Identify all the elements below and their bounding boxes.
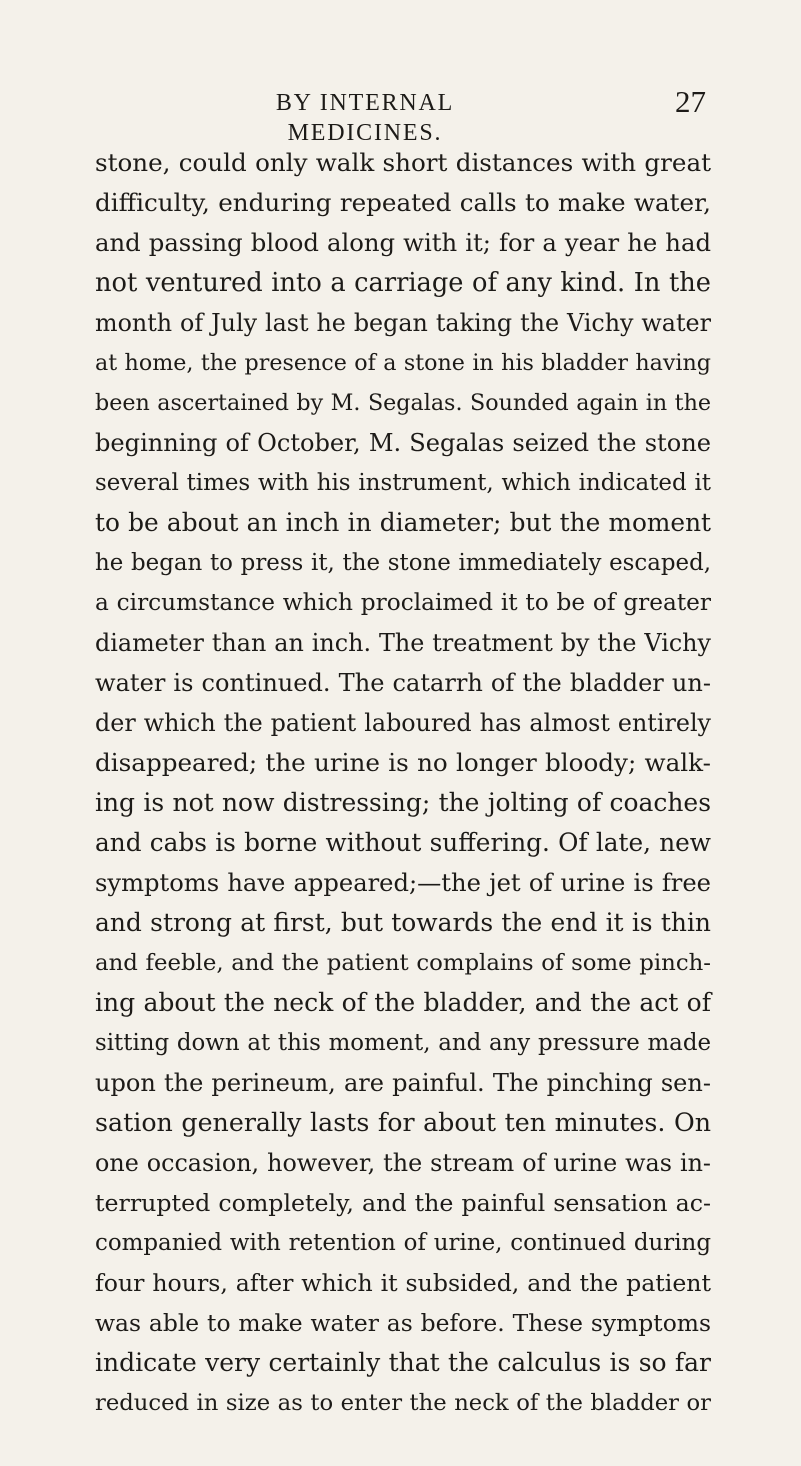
text-line: to be about an inch in diameter; but the moment (95, 508, 711, 537)
text-line: disappeared; the urine is no longer bloody; walk- (95, 748, 711, 777)
text-line: symptoms have appeared;—the jet of urine is free (95, 869, 711, 897)
page-number: 27 (675, 84, 706, 119)
text-line: stone, could only walk short distances with great (95, 148, 711, 177)
text-line: and strong at first, but towards the end it is thin (95, 908, 711, 937)
text-line: not ventured into a carriage of any kind. In the (95, 268, 711, 298)
text-line: several times with his instrument, which indicated it (95, 470, 711, 496)
text-line: beginning of October, M. Segalas seized the stone (95, 429, 711, 457)
text-line: and passing blood along with it; for a year he had (95, 228, 711, 257)
text-line: companied with retention of urine, continued during (95, 1230, 711, 1256)
text-line: upon the perineum, are painful. The pinching sen- (95, 1069, 711, 1097)
text-line: and feeble, and the patient complains of some pinch- (95, 950, 711, 976)
text-line: and cabs is borne without suffering. Of late, new (95, 828, 711, 857)
running-title: BY INTERNAL MEDICINES. (275, 90, 455, 146)
text-line: a circumstance which proclaimed it to be of greater (95, 589, 711, 616)
text-line: at home, the presence of a stone in his bladder having (95, 350, 711, 376)
page-header (0, 84, 801, 146)
text-line: indicate very certainly that the calculus is so far (95, 1348, 711, 1377)
text-line: ing is not now distressing; the jolting of coaches (95, 788, 711, 817)
text-line: ing about the neck of the bladder, and the act of (95, 988, 711, 1017)
text-line: sation generally lasts for about ten minutes. On (95, 1108, 711, 1137)
text-line: water is continued. The catarrh of the bladder un- (95, 669, 711, 697)
text-line: month of July last he began taking the Vichy water (95, 309, 711, 337)
text-line: der which the patient laboured has almost entirely (95, 709, 711, 737)
text-line: sitting down at this moment, and any pressure made (95, 1030, 711, 1056)
text-line: terrupted completely, and the painful sensation ac- (95, 1189, 711, 1217)
text-line: was able to make water as before. These symptoms (95, 1309, 711, 1337)
text-line: reduced in size as to enter the neck of the bladder or (95, 1390, 711, 1416)
text-line: one occasion, however, the stream of urine was in- (95, 1149, 711, 1177)
text-line: four hours, after which it subsided, and the patient (95, 1269, 711, 1297)
text-line: been ascertained by M. Segalas. Sounded again in the (95, 390, 711, 416)
text-line: he began to press it, the stone immediately escaped, (95, 550, 711, 576)
text-line: difficulty, enduring repeated calls to make water, (95, 188, 711, 217)
text-line: diameter than an inch. The treatment by the Vichy (95, 629, 711, 657)
